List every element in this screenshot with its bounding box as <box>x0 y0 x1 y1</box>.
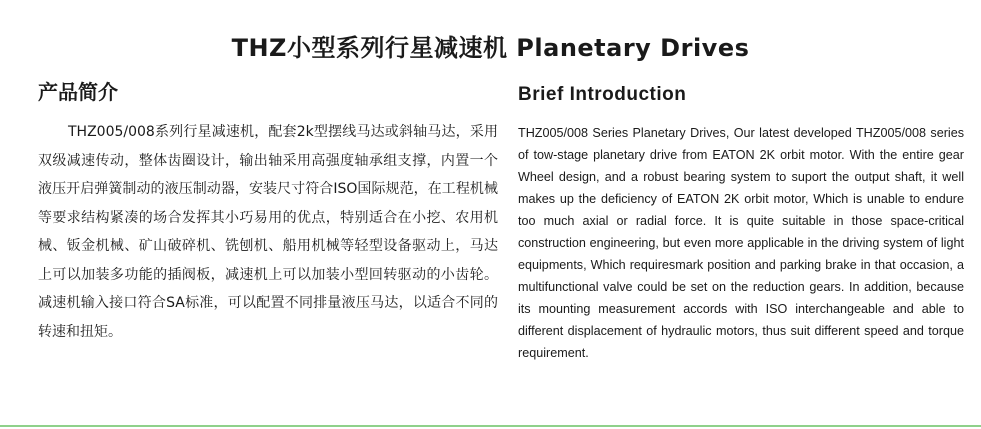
page-title: THZ小型系列行星减速机 Planetary Drives <box>231 34 750 62</box>
english-section <box>518 82 964 377</box>
footer-divider <box>0 425 981 427</box>
chinese-body: THZ005/008系列行星减速机，配套2k型摆线马达或斜轴马达，采用双级减速传动，整体齿圈设计，输出轴采用高强度轴承组支撑，内置一个液压开启弹簧制动的液压制动器，安装尺寸符合ISO国际规范，在工程机械等要求结构紧凑的场合发挥其小巧易用的优点，特别适合在小挖、农用机械、钣金机械、矿山破碎机、铣刨机、船用机械等轻型设备驱动上，马达上可以加装多功能的插阀板，减速机上可以加装小型回转驱动的小齿轮。减速机输入接口符合SA标准，可以配置不同排量液压马达，以适合不同的转速和扭矩。 <box>38 124 498 340</box>
english-heading: Brief Introduction <box>518 84 687 105</box>
chinese-section <box>38 78 498 360</box>
english-body: THZ005/008 Series Planetary Drives, Our latest developed THZ005/008 series of tow-stage planetary drive from EATON 2K orbit motor. With the entire gear Wheel design, and a robust bearing system to suport the output shaft, it well makes up the deficiency of EATON 2K orbit motor, Which is unable to endure too much axial or radial force. It is quite suitable in those space-critical construction engineering, but even more applicable in the driving system of light equipments, Which requiresmark position and parking brake in that occasion, a multifunctional valve could be set on the reduction gears. In addition, because its mounting measurement accords with ISO interchangeable and able to different displacement of hydraulic motors, thus suit different speed and torque requirement. <box>518 126 964 360</box>
chinese-heading: 产品简介 <box>38 80 118 104</box>
